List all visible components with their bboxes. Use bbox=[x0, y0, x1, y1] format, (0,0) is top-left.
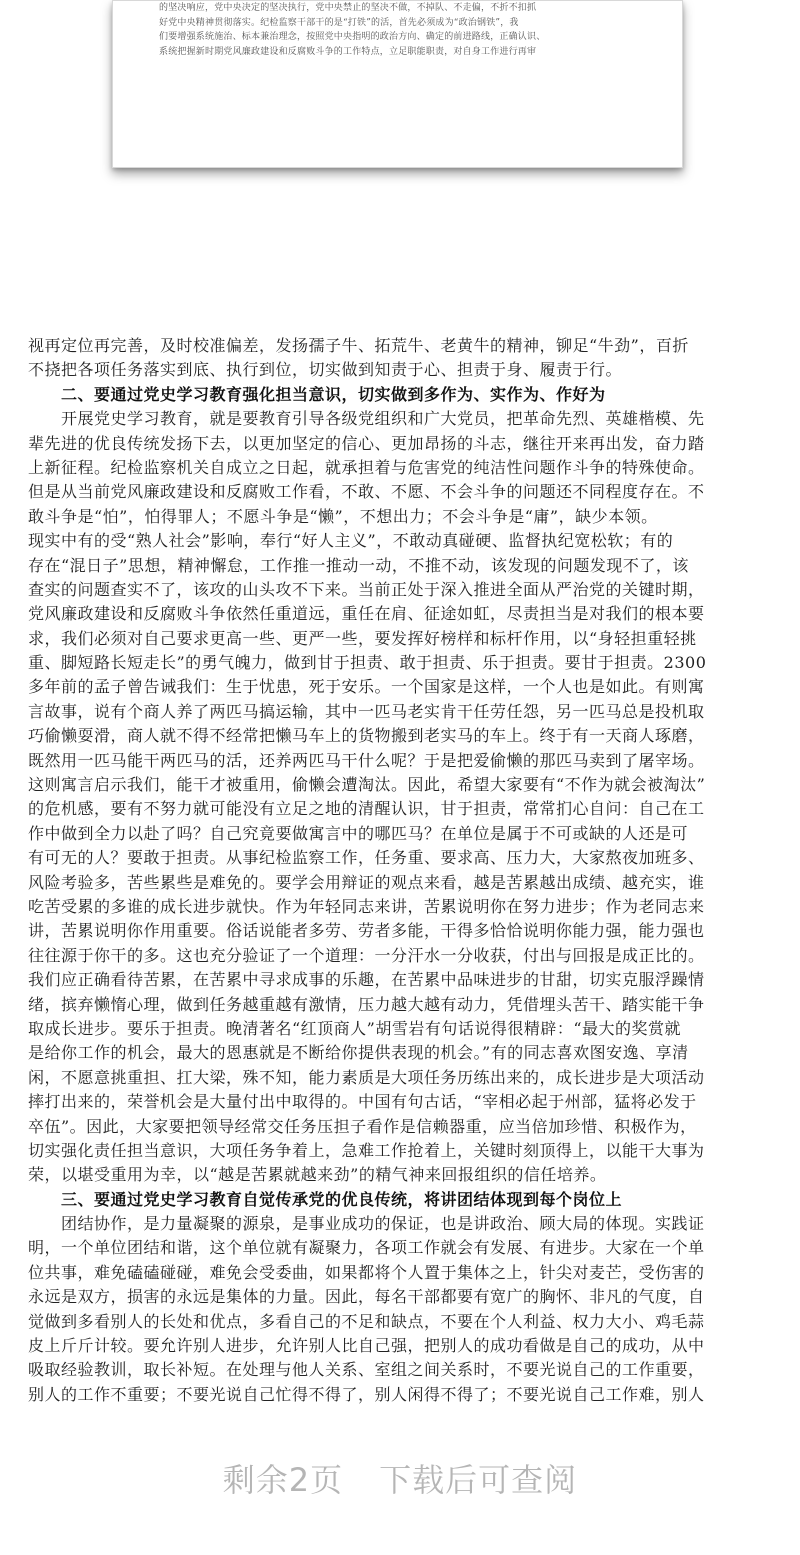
download-to-view-label: 下载后可查阅 bbox=[379, 1461, 578, 1499]
body-text-line: 觉做到多看别人的长处和优点，多看自己的不足和缺点，不要在个人利益、权力大小、鸡毛蒜 bbox=[28, 1311, 705, 1331]
body-text-line: 既然用一匹马能干两匹马的活，还养两匹马干什么呢？于是把爱偷懒的那匹马卖到了屠宰场。 bbox=[28, 750, 705, 770]
preview-text-block bbox=[159, 1, 649, 59]
body-text-line: 有可无的人？要敢于担责。从事纪检监察工作，任务重、要求高、压力大，大家熬夜加班多、 bbox=[28, 848, 705, 868]
preview-line: 好党中央精神贯彻落实。纪检监察干部干的是“打铁”的活，首先必须成为“政治钢铁”，我 bbox=[159, 17, 519, 28]
body-text-line: 视再定位再完善，及时校准偏差，发扬孺子牛、拓荒牛、老黄牛的精神，铆足“牛劲”，百折 bbox=[28, 336, 689, 355]
body-text-line: 往往源于你干的多。这也充分验证了一个道理：一分汗水一分收获，付出与回报是成正比的。 bbox=[28, 945, 705, 965]
body-text-line: 我们应正确看待苦累，在苦累中寻求成事的乐趣，在苦累中品味进步的甘甜，切实克服浮躁情 bbox=[28, 970, 705, 990]
body-text-line: 的危机感，要有不努力就可能没有立足之地的清醒认识，甘于担责，常常扪心自问：自己在工 bbox=[28, 799, 705, 819]
remaining-pages-label: 剩余2页 bbox=[222, 1461, 344, 1499]
previous-page-preview bbox=[112, 0, 683, 168]
body-text-line: 吃苦受累的多谁的成长进步就快。作为年轻同志来讲，苦累说明你在努力进步；作为老同志来 bbox=[28, 896, 705, 916]
body-text-line: 荣，以堪受重用为幸，以“越是苦累就越来劲”的精气神来回报组织的信任培养。 bbox=[28, 1165, 607, 1185]
body-text-line: 吸取经验教训，取长补短。在处理与他人关系、室组之间关系时，不要光说自己的工作重要， bbox=[28, 1360, 705, 1380]
body-text-line: 明，一个单位团结和谐，这个单位就有凝聚力，各项工作就会有发展、有进步。大家在一个单 bbox=[28, 1238, 705, 1258]
body-text-line: 重、脚短路长短走长”的勇气魄力，做到甘于担责、敢于担责、乐于担责。要甘于担责。2300 bbox=[28, 653, 707, 673]
section-heading: 二、要通过党史学习教育强化担当意识，切实做到多作为、实作为、作好为 bbox=[28, 384, 606, 404]
body-text-line: 绪，摈弃懒惰心理，做到任务越重越有激情，压力越大越有动力，凭借埋头苦干、踏实能干争 bbox=[28, 994, 705, 1014]
preview-line: 系统把握新时期党风廉政建设和反腐败斗争的工作特点，立足职能职责，对自身工作进行再审 bbox=[159, 46, 537, 57]
body-text-line: 摔打出来的，荣誉机会是大量付出中取得的。中国有句古话，“宰相必起于州部，猛将必发于 bbox=[28, 1092, 697, 1112]
preview-line: 的坚决响应，党中央决定的坚决执行，党中央禁止的坚决不做，不掉队、不走偏，不折不扣抓 bbox=[159, 3, 537, 13]
body-text-line: 言故事，说有个商人养了两匹马搞运输，其中一匹马老实肯干任劳任怨，另一匹马总是投机取 bbox=[28, 701, 705, 721]
body-text-line: 讲，苦累说明你作用重要。俗话说能者多劳、劳者多能，干得多恰恰说明你能力强，能力强也 bbox=[28, 921, 705, 941]
body-text-line: 辈先进的优良传统发扬下去，以更加坚定的信心、更加昂扬的斗志，继往开来再出发，奋力踏 bbox=[28, 433, 705, 453]
body-text-line: 存在“混日子”思想，精神懈怠，工作推一推动一动，不推不动，该发现的问题发现不了，该 bbox=[28, 555, 689, 575]
body-text-line: 多年前的孟子曾告诫我们：生于忧患，死于安乐。一个国家是这样，一个人也是如此。有则寓 bbox=[28, 677, 705, 697]
body-text-line: 巧偷懒耍滑，商人就不得不经常把懒马车上的货物搬到老实马的车上。终于有一天商人琢磨， bbox=[28, 726, 705, 746]
body-text-line: 查实的问题查实不了，该攻的山头攻不下来。当前正处于深入推进全面从严治党的关键时期， bbox=[28, 579, 705, 599]
body-text-line: 永远是双方，损害的永远是集体的力量。因此，每名干部都要有宽广的胸怀、非凡的气度，自 bbox=[28, 1287, 705, 1307]
body-text-line: 闲，不愿意挑重担、扛大梁，殊不知，能力素质是大项任务历练出来的，成长进步是大项活动 bbox=[28, 1067, 705, 1087]
body-text-line: 皮上斤斤计较。要允许别人进步，允许别人比自己强，把别人的成功看做是自己的成功，从中 bbox=[28, 1336, 705, 1356]
body-text-line: 切实强化责任担当意识，大项任务争着上，急难工作抢着上，关键时刻顶得上，以能干大事为 bbox=[28, 1140, 705, 1160]
body-text-line: 取成长进步。要乐于担责。晚清著名“红顶商人”胡雪岩有句话说得很精辟：“最大的奖赏就 bbox=[28, 1018, 682, 1038]
preview-line: 们要增强系统施治、标本兼治理念，按照党中央指明的政治方向、确定的前进路线，正确认识、 bbox=[159, 32, 546, 42]
section-heading: 三、要通过党史学习教育自觉传承党的优良传统，将讲团结体现到每个岗位上 bbox=[28, 1189, 623, 1209]
body-text-line: 这则寓言启示我们，能干才被重用，偷懒会遭淘汰。因此，希望大家要有“不作为就会被淘汰” bbox=[28, 775, 706, 795]
body-text-line: 卒伍”。因此，大家要把领导经常交任务压担子看作是信赖器重，应当倍加珍惜、积极作为， bbox=[28, 1116, 697, 1136]
body-text-line: 别人的工作不重要；不要光说自己忙得不得了，别人闲得不得了；不要光说自己工作难，别人 bbox=[28, 1384, 705, 1404]
body-text-line: 作中做到全力以赴了吗？自己究竟要做寓言中的哪匹马？在单位是属于不可或缺的人还是可 bbox=[28, 823, 689, 843]
body-text-line: 是给你工作的机会，最大的恩惠就是不断给你提供表现的机会。”有的同志喜欢图安逸、享清 bbox=[28, 1043, 689, 1063]
download-prompt[interactable] bbox=[0, 1455, 800, 1501]
document-body bbox=[28, 334, 774, 1407]
body-text-line: 位共事，难免磕磕碰碰，难免会受委曲，如果都将个人置于集体之上，针尖对麦芒，受伤害的 bbox=[28, 1262, 705, 1282]
body-text-line: 党风廉政建设和反腐败斗争依然任重道远，重任在肩、征途如虹，尽责担当是对我们的根本要 bbox=[28, 604, 705, 624]
body-text-line: 敢斗争是“怕”，怕得罪人；不愿斗争是“懒”，不想出力；不会斗争是“庸”，缺少本领。 bbox=[28, 506, 658, 526]
body-text-line: 但是从当前党风廉政建设和反腐败工作看，不敢、不愿、不会斗争的问题还不同程度存在。不 bbox=[28, 482, 705, 502]
body-text-line: 团结协作，是力量凝聚的源泉，是事业成功的保证，也是讲政治、顾大局的体现。实践证 bbox=[28, 1214, 705, 1234]
body-text-line: 上新征程。纪检监察机关自成立之日起，就承担着与危害党的纯洁性问题作斗争的特殊使命。 bbox=[28, 457, 705, 477]
body-text-line: 开展党史学习教育，就是要教育引导各级党组织和广大党员，把革命先烈、英雄楷模、先 bbox=[28, 409, 705, 429]
body-text-line: 现实中有的受“熟人社会”影响，奉行“好人主义”，不敢动真碰硬、监督执纪宽松软；有的 bbox=[28, 531, 674, 551]
body-text-line: 求，我们必须对自己要求更高一些、更严一些，要发挥好榜样和标杆作用，以“身轻担重轻挑 bbox=[28, 628, 697, 648]
body-text-line: 不挠把各项任务落实到底、执行到位，切实做到知责于心、担责于身、履责于行。 bbox=[28, 360, 623, 380]
body-text-line: 风险考验多，苦些累些是难免的。要学会用辩证的观点来看，越是苦累越出成绩、越充实，谁 bbox=[28, 872, 705, 892]
